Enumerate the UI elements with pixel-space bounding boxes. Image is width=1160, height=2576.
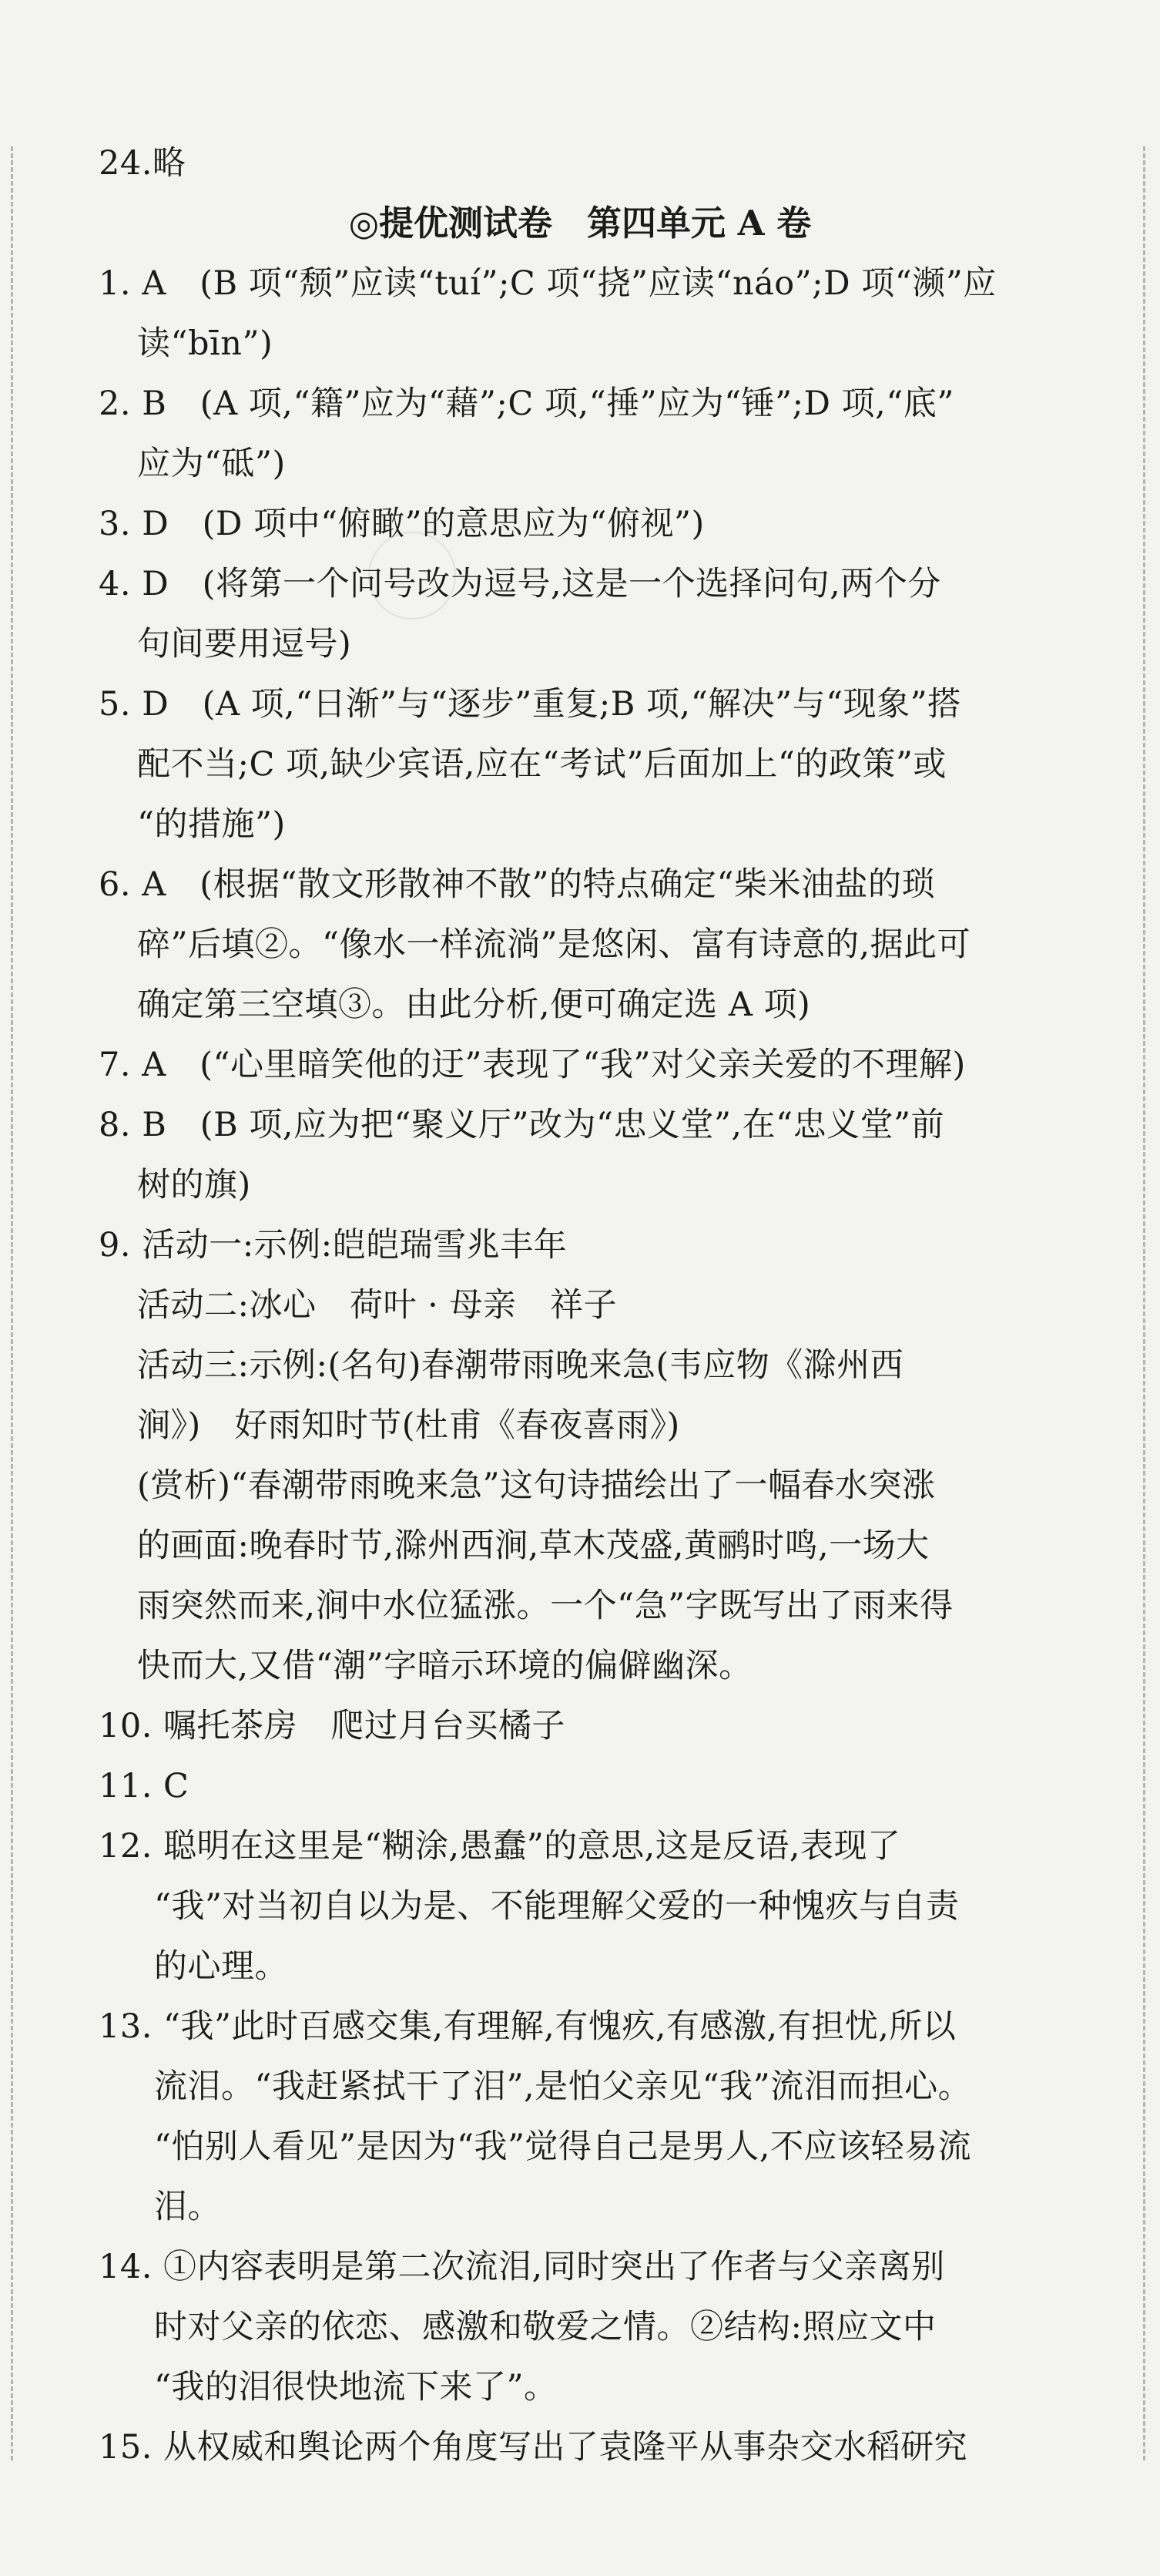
answer-line: (赏析)“春潮带雨晚来急”这句诗描绘出了一幅春水突涨 <box>137 1466 936 1505</box>
answer-line: 流泪。“我赶紧拭干了泪”,是怕父亲见“我”流泪而担心。 <box>154 2067 972 2106</box>
answer-line: 时对父亲的依恋、感激和敬爱之情。②结构:照应文中 <box>154 2308 937 2346</box>
answer-line: 15. 从权威和舆论两个角度写出了袁隆平从事杂交水稻研究 <box>99 2428 968 2467</box>
left-binding-rule <box>11 146 13 2460</box>
answer-line: 2. B (A 项,“籍”应为“藉”;C 项,“捶”应为“锤”;D 项,“底” <box>99 385 954 423</box>
section-title: ◎提优测试卷 第四单元 A 卷 <box>348 203 812 243</box>
answer-line: 泪。 <box>154 2188 221 2226</box>
answer-line: 13. “我”此时百感交集,有理解,有愧疚,有感激,有担忧,所以 <box>99 2007 957 2046</box>
answer-line: 句间要用逗号) <box>137 625 352 663</box>
answer-line: 的画面:晚春时节,滁州西涧,草木茂盛,黄鹂时鸣,一场大 <box>137 1526 930 1565</box>
answer-line: 9. 活动一:示例:皑皑瑞雪兆丰年 <box>99 1226 568 1264</box>
answer-line: 雨突然而来,涧中水位猛涨。一个“急”字既写出了雨来得 <box>137 1587 954 1625</box>
answer-line: 应为“砥”) <box>137 445 286 483</box>
answer-line: 快而大,又借“潮”字暗示环境的偏僻幽深。 <box>137 1647 753 1685</box>
right-binding-rule <box>1143 146 1145 2460</box>
answer-line: 碎”后填②。“像水一样流淌”是悠闲、富有诗意的,据此可 <box>137 925 971 964</box>
answer-line: 8. B (B 项,应为把“聚义厅”改为“忠义堂”,在“忠义堂”前 <box>99 1106 945 1144</box>
answer-line: 1. A (B 项“颓”应读“tuí”;C 项“挠”应读“náo”;D 项“濒”应 <box>99 264 997 303</box>
answer-line: “我”对当初自以为是、不能理解父爱的一种愧疚与自责 <box>154 1887 960 1926</box>
answer-line: 11. C <box>99 1767 189 1805</box>
answer-line: “的措施”) <box>137 805 286 844</box>
answer-line: 5. D (A 项,“日渐”与“逐步”重复;B 项,“解决”与“现象”搭 <box>99 685 961 724</box>
answer-line: 配不当;C 项,缺少宾语,应在“考试”后面加上“的政策”或 <box>137 745 947 784</box>
answer-line: 树的旗) <box>137 1166 251 1204</box>
answer-line: 活动二:冰心 荷叶 · 母亲 祥子 <box>137 1286 617 1325</box>
answer-24: 24.略 <box>99 144 186 183</box>
answer-line: 活动三:示例:(名句)春潮带雨晚来急(韦应物《滁州西 <box>137 1346 904 1385</box>
answer-line: 7. A (“心里暗笑他的迂”表现了“我”对父亲关爱的不理解) <box>99 1046 966 1084</box>
answer-line: 涧》) 好雨知时节(杜甫《春夜喜雨》) <box>137 1406 680 1445</box>
answer-line: 确定第三空填③。由此分析,便可确定选 A 项) <box>137 986 811 1024</box>
answer-line: 读“bīn”) <box>137 324 273 363</box>
answer-line: 10. 嘱托茶房 爬过月台买橘子 <box>99 1707 566 1745</box>
answer-line: 4. D (将第一个问号改为逗号,这是一个选择问句,两个分 <box>99 565 941 603</box>
answer-line: “怕别人看见”是因为“我”觉得自己是男人,不应该轻易流 <box>154 2128 972 2166</box>
answer-line: 3. D (D 项中“俯瞰”的意思应为“俯视”) <box>99 505 705 543</box>
answer-line: 6. A (根据“散文形散神不散”的特点确定“柴米油盐的琐 <box>99 865 935 904</box>
answer-line: “我的泪很快地流下来了”。 <box>154 2368 558 2406</box>
answer-line: 的心理。 <box>154 1947 288 1986</box>
answer-line: 14. ①内容表明是第二次流泪,同时突出了作者与父亲离别 <box>99 2248 945 2286</box>
answer-line: 12. 聪明在这里是“糊涂,愚蠢”的意思,这是反语,表现了 <box>99 1827 901 1866</box>
